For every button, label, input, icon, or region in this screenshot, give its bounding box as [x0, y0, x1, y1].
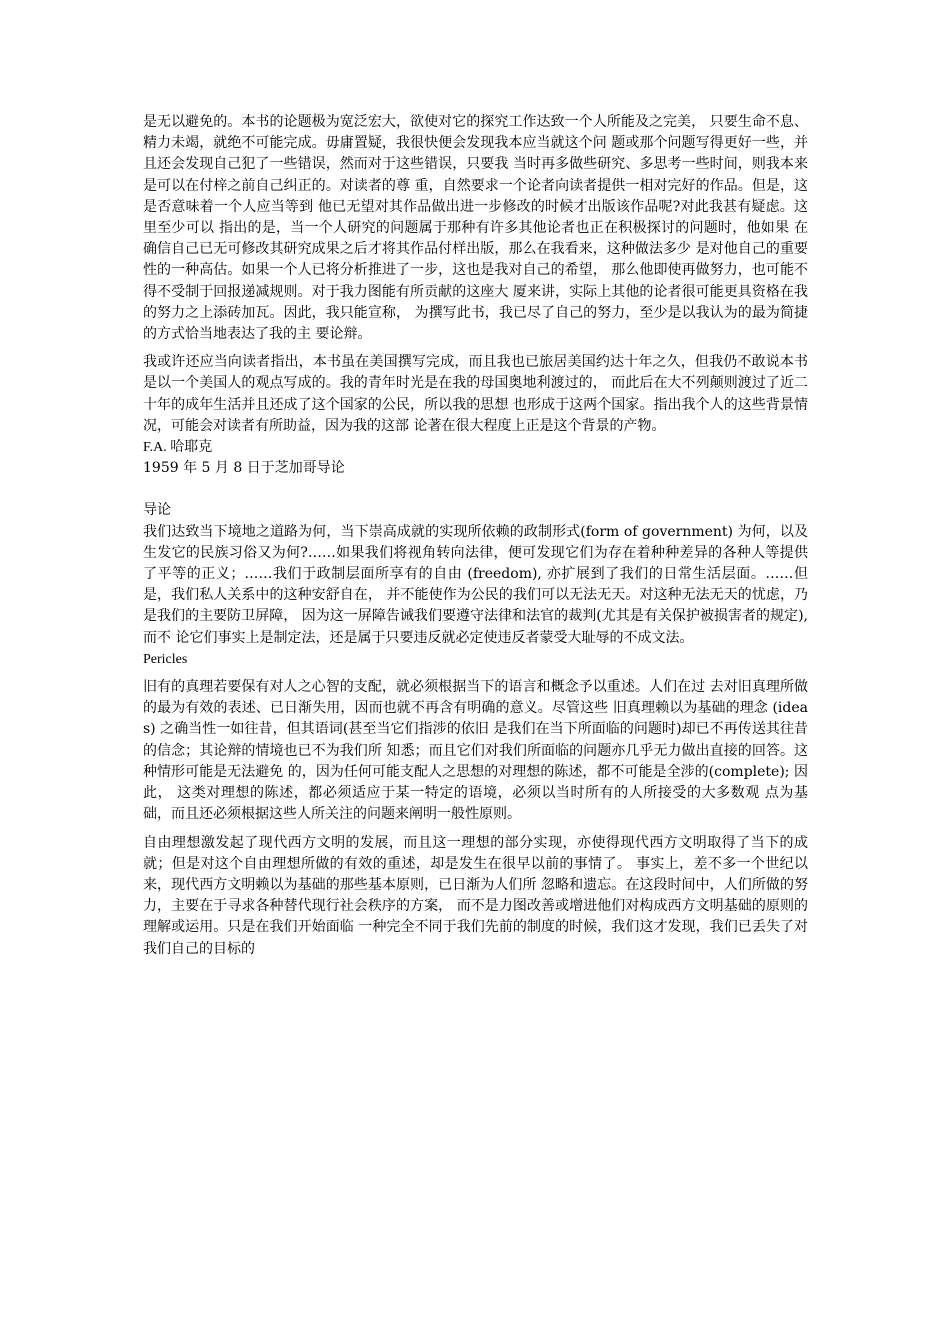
- author-signature: F.A. 哈耶克: [143, 440, 213, 456]
- introduction-paragraph-1: 旧有的真理若要保有对人之心智的支配，就必须根据当下的语言和概念予以重述。人们在过 去对旧真理所做的最为有效的表述、已日渐失用，因而也就不再含有明确的意义。尽管这些 旧真理赖以为基础的理念 (ideas) 之确当性一如往昔，但其语词(甚至当它们指涉的依旧 是我们在当下所面临的问题时)却已不再传送其往昔的信念；其论辩的情境也已不为我们所 知悉；而且它们对我们所面临的问题亦几乎无力做出直接的回答。这种情形可能是无法避免 的，因为任何可能支配人之思想的对理想的陈述，都不可能是全涉的(complete); 因此， 这类对理想的陈述，都必须适应于某一特定的语境，必须以当时所有的人所接受的大多数观 点为基础，而且还必须根据这些人所关注的问题来阐明一般性原则。: [143, 679, 808, 823]
- preface-paragraph-1: 是无以避免的。本书的论题极为宽泛宏大，欲使对它的探究工作达致一个人所能及之完美， 只要生命不息、精力未竭，就绝不可能完成。毋庸置疑，我很快便会发现我本应当就这个问 题或那个问题写得更好一些，并且还会发现自己犯了一些错误，然而对于这些错误，只要我 当时再多做些研究、多思考一些时间，则我本来是可以在付梓之前自己纠正的。对读者的尊 重，自然要求一个论者向读者提供一相对完好的作品。但是，这是否意味着一个人应当等到 他已无望对其作品做出进一步修改的时候才出版该作品呢?对此我甚有疑虑。这里至少可以 指出的是，当一个人研究的问题属于那种有许多其他论者也正在积极探讨的问题时，他如果 在确信自己已无可修改其研究成果之后才将其作品付样出版，那么在我看来，这种做法多少 是对他自己的重要性的一种高估。如果一个人已将分析推进了一步，这也是我对自己的希望， 那么他即使再做努力，也可能不得不受制于回报递减规则。对于我力图能有所贡献的这座大 厦来讲，实际上其他的论者很可能更具资格在我的努力之上添砖加瓦。因此，我只能宣称， 为撰写此书，我已尽了自己的努力，至少是以我认为的最为简捷的方式恰当地表达了我的主 要论辩。: [143, 114, 808, 343]
- paragraph-gap: [143, 345, 808, 352]
- introduction-paragraph-2: 自由理想激发起了现代西方文明的发展，而且这一理想的部分实现，亦使得现代西方文明取得了当下的成就；但是对这个自由理想所做的有效的重述，却是发生在很早以前的事情了。 事实上，差不多一个世纪以来，现代西方文明赖以为基础的那些基本原则，已日渐为人们所 忽略和遗忘。在这段时间中，人们所做的努力，主要在于寻求各种替代现行社会秩序的方案， 而不是力图改善或增进他们对构成西方文明基础的原则的理解或运用。只是在我们开始面临 一种完全不同于我们先前的制度的时候，我们这才发现，我们已丢失了对我们自己的目标的: [143, 834, 808, 957]
- dateline: 1959 年 5 月 8 日于芝加哥导论: [143, 460, 345, 477]
- paragraph-gap: [143, 670, 808, 677]
- preface-paragraph-2: 我或许还应当向读者指出，本书虽在美国撰写完成，而且我也已旅居美国约达十年之久，但我仍不敢说本书是以一个美国人的观点写成的。我的青年时光是在我的母国奥地利渡过的， 而此后在大不列颠则渡过了近二十年的成年生活并且还成了这个国家的公民，所以我的思想 也形成于这两个国家。指出我个人的这些背景情况，可能会对读者有所助益，因为我的这部 论著在很大程度上正是这个背景的产物。: [143, 354, 808, 434]
- paragraph-gap: [143, 826, 808, 833]
- epigraph-attribution: Pericles: [143, 651, 188, 667]
- epigraph-quote: 我们达致当下境地之道路为何，当下崇高成就的实现所依赖的政制形式(form of government) 为何，以及生发它的民族习俗又为何?……如果我们将视角转向法律，便可发现它们为存在着种种差异的各种人等提供了平等的正义；……我们于政制层面所享有的自由 (freedom), 亦扩展到了我们的日常生活层面。……但是，我们私人关系中的这种安舒自在， 并不能使作为公民的我们可以无法无天。对这种无法无天的忧虑，乃是我们的主要防卫屏障， 因为这一屏障告诫我们要遵守法律和法官的裁判(尤其是有关保护被损害者的规定),而不 论它们事实上是制定法，还是属于只要违反就必定使违反者蒙受大耻辱的不成文法。: [143, 523, 808, 646]
- document-page: [143, 112, 808, 960]
- blank-line: [143, 479, 808, 500]
- section-heading-introduction: 导论: [143, 502, 171, 519]
